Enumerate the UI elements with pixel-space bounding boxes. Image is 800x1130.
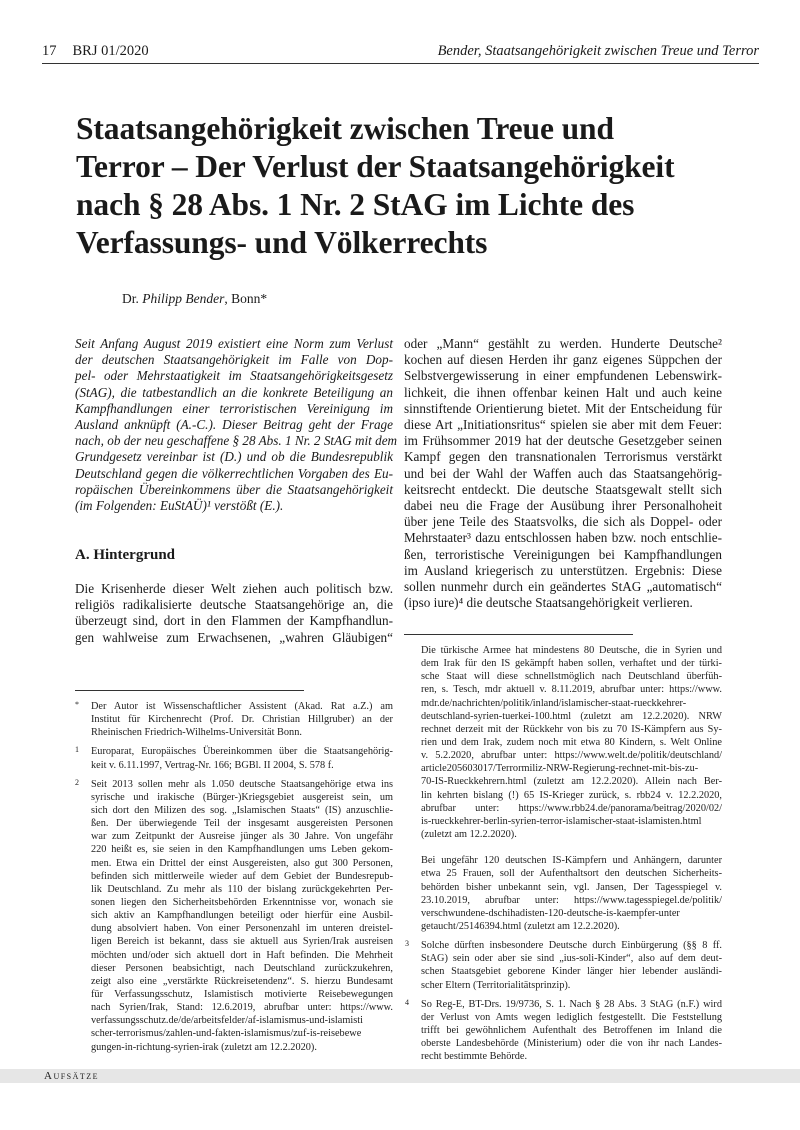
footnote-line: lik Deutschland. Zu mehr als 110 der bislang zurückgekehrten Per- bbox=[91, 883, 393, 895]
footnote-line: abrufbar unter: https://www.rbb24.de/panorama/beitrag/2020/02/ bbox=[421, 802, 722, 814]
footnote-line: syrische und irakische (Bürger-)Kriegsgebiet ausgereist sein, um bbox=[91, 791, 393, 803]
footnote-line: So Reg-E, BT-Drs. 19/9736, S. 1. Nach § 28 Abs. 3 StAG (n.F.) wird bbox=[421, 998, 722, 1010]
footnote-line: 220 heißt es, sie seien in den Kampfhandlungen ums Leben gekom- bbox=[91, 844, 393, 856]
footnote-line: 70-IS-Rueckkehrern.html (zuletzt am 12.2.2020). Allein nach Ber- bbox=[421, 776, 722, 788]
footnote-marker: * bbox=[75, 700, 79, 709]
footnote-line: oberste Landesbehörde (Ministerium) oder die von ihr nach Landes- bbox=[421, 1038, 722, 1050]
text-line: Die Krisenherde dieser Welt ziehen auch politisch bzw. bbox=[75, 581, 393, 596]
footnotes-right bbox=[405, 644, 722, 1063]
text-line: im Ausland kriegerisch zu unterstützen. Ergebnis: Diese bbox=[404, 562, 722, 578]
footnote-line: is-rueckkehrer-berlin-syrien-terror-islamischer-staat-islamisten.html bbox=[421, 815, 702, 827]
text-line: Deutschland gegen die völkerrechtlichen Vorgaben des Eu- bbox=[75, 465, 393, 481]
text-line: Grundgesetz vereinbar ist (D.) und ob die Bundesrepublik bbox=[75, 449, 393, 465]
footnote-line: trifft bei gewöhnlichem Aufenthalt des Betroffenen im Inland die bbox=[421, 1024, 722, 1036]
footnote-line: ligen Bereich ist bekannt, dass sie aktuell aus Syrien/Irak ausreisen bbox=[91, 936, 393, 948]
footnote-line: deutschland-syrien-tuerkei-100.html (zuletzt am 12.2.2020). NRW bbox=[421, 710, 722, 722]
footnote-line: zeigt also eine „verstärkte Rückreisetendenz“. S. hierzu Bundesamt bbox=[91, 975, 393, 987]
text-line: Ausland anknüpft (A.-C.). Dieser Beitrag geht der Frage bbox=[75, 417, 393, 433]
header-rule bbox=[42, 63, 759, 64]
article-title bbox=[76, 110, 766, 262]
body-text-right bbox=[404, 336, 722, 611]
footnote-line: Solche dürften insbesondere Deutsche durch Einbürgerung (§§ 8 ff. bbox=[421, 940, 722, 952]
text-line: lichkeit, die ihnen offenbar keinen Halt und auch keine bbox=[404, 384, 722, 400]
footnote-line: scher-terrorismus/zahlen-und-fakten-islamismus/zuf-is-reisebewe bbox=[91, 1028, 362, 1040]
footnote-line: nach Syrien/Irak, Stand: 12.6.2019, abrufbar unter: https://www. bbox=[91, 1002, 393, 1014]
footnote-line: 23.10.2019, abrufbar unter: https://www.tagesspiegel.de/politik/ bbox=[421, 894, 722, 906]
footnote-line: ren, s. Tesch, mdr aktuell v. 8.11.2019, abrufbar unter: https://www. bbox=[421, 684, 722, 696]
footnote-line: sich dort den Milizen des sog. „Islamischen Staats“ (IS) anzuschlie- bbox=[91, 804, 393, 816]
footnote-line: men. Etwa ein Drittel der einst Ausgereisten, also gut 300 Personen, bbox=[91, 857, 393, 869]
running-title: Bender, Staatsangehörigkeit zwischen Treue und Terror bbox=[437, 43, 759, 59]
footnote bbox=[75, 745, 393, 771]
text-line: der deutschen Staatsangehörigkeit im Falle von Dop- bbox=[75, 352, 393, 368]
header-left bbox=[42, 42, 149, 60]
text-line: keitsrecht entdeckt. Die deutsche Staatsgewalt stellt sich bbox=[404, 481, 722, 497]
footnote-line: Die türkische Armee hat mindestens 80 Deutsche, die in Syrien und bbox=[421, 645, 722, 656]
text-line: Mehrstaater³ dazu entschlossen haben bzw. noch entschlie- bbox=[404, 530, 722, 546]
footnote-line: verschwundene-dschihadisten-120-deutsche-is-kaempfer-unter bbox=[421, 907, 680, 919]
title-line: Terror – Der Verlust der Staatsangehörigkeit bbox=[76, 149, 675, 184]
footnote bbox=[405, 939, 722, 992]
section-heading: A. Hintergrund bbox=[75, 547, 176, 563]
abstract bbox=[75, 336, 398, 514]
footnote-line: v. 5.2.2020, abrufbar unter: https://www.welt.de/politik/deutschland/ bbox=[421, 750, 722, 762]
text-line: oder „Mann“ gestählt zu werden. Hunderte Deutsche² bbox=[404, 336, 722, 351]
author-line bbox=[122, 291, 267, 307]
journal-issue: BRJ 01/2020 bbox=[72, 43, 149, 59]
footnote-line: dung absolviert haben. Von einer Personenzahl im unteren dreistel- bbox=[91, 923, 393, 935]
text-line: religiös radikalisierte deutsche Staatsangehörige an, die bbox=[75, 597, 393, 613]
text-line: dabei neu die Frage der Ausübung ihrer Personalhoheit bbox=[404, 498, 722, 514]
footnote bbox=[421, 644, 722, 933]
footnote-line: recht bestimmte Behörde. bbox=[421, 1051, 528, 1063]
footnote-line: verfassungsschutz.de/de/arbeitsfelder/af-islamismus-und-islamisti bbox=[91, 1015, 363, 1027]
footnote-line: scher Eltern (Territorialitätsprinzip). bbox=[421, 979, 571, 991]
text-line: Kampf gegen den transnationalen Terrorismus verstärkt bbox=[404, 449, 722, 465]
footnote-line: etwa 25 Frauen, soll der Aufenthaltsort den deutschen Sicherheits- bbox=[421, 868, 722, 880]
text-line: sollen nunmehr durch ein geändertes StAG „automatisch“ bbox=[404, 579, 722, 595]
footnote-line: keit v. 6.11.1997, Vertrag-Nr. 166; BGBl. II 2004, S. 578 f. bbox=[91, 759, 334, 771]
text-line: Seit Anfang August 2019 existiert eine Norm zum Verlust bbox=[75, 336, 393, 351]
footnote-marker: 1 bbox=[75, 745, 79, 755]
footnote-line: dem Irak für den IS gekämpft haben sollen, verhaftet und der türki- bbox=[421, 658, 722, 670]
text-line: gen wahlweise zum Erwachsenen, „wahren Gläubigen“ bbox=[75, 629, 393, 645]
text-line: über jene Teile des Staatsvolks, die sich als Doppel- oder bbox=[404, 514, 722, 530]
footnote-line: Bei ungefähr 120 deutschen IS-Kämpfern und Anhängern, darunter bbox=[421, 855, 722, 867]
footnote-line: befinden sich mittlerweile wieder auf dem Gebiet der Bundesrepub- bbox=[91, 870, 393, 882]
footnote-line: dieser Personen beabsichtigt, nach Deutschland zurückzukehren, bbox=[91, 962, 393, 974]
footnote-line bbox=[421, 841, 722, 854]
text-line: sinnstiftende Orientierung bietet. Mit der Entscheidung für bbox=[404, 400, 722, 416]
body-text-left bbox=[75, 581, 393, 646]
footnote-line: getaucht/25146394.html (zuletzt am 12.2.2020). bbox=[421, 920, 620, 932]
footnote-marker: 3 bbox=[405, 939, 409, 949]
footnote-line: möchten und/oder sich aktuell dort in Haft befinden. Die Mehrheit bbox=[91, 949, 393, 961]
text-line: und bei der Wahl der Waffen auch das Staatsangehörig- bbox=[404, 465, 722, 481]
footnote-line: sonen liegen den Sicherheitsbehörden Erkenntnisse vor, wonach sie bbox=[91, 896, 393, 908]
running-header bbox=[42, 42, 759, 64]
text-line: diese Art „Initiationsritus“ spielen sie aber mit dem Feuer: bbox=[404, 417, 722, 433]
text-line: im Frühsommer 2019 hat der deutsche Gesetzgeber seinen bbox=[404, 433, 722, 449]
footnote-line: gungen-in-richtung-syrien-irak (zuletzt am 12.2.2020). bbox=[91, 1041, 317, 1053]
text-line: (ipso iure)⁴ die deutsche Staatsangehörigkeit verlieren. bbox=[404, 595, 693, 611]
footer-bar bbox=[0, 1069, 800, 1083]
footnote-line: Europarat, Europäisches Übereinkommen über die Staatsangehörig- bbox=[91, 746, 393, 758]
footnote-rule-left bbox=[75, 690, 304, 691]
text-line: Kampfhandlungen einer terroristischen Vereinigung im bbox=[75, 400, 393, 416]
footnote-line: für Verfassungsschutz, Islamistisch motivierte Reisebewegungen bbox=[91, 988, 393, 1000]
footnote-line: mdr.de/nachrichten/politik/inland/islamischer-staat-rueckkehrer- bbox=[421, 697, 687, 709]
title-line: Staatsangehörigkeit zwischen Treue und bbox=[76, 111, 614, 146]
author-suffix: , Bonn* bbox=[224, 291, 268, 306]
footnote-line: lin kehrten bislang (!) 65 IS-Krieger zurück, s. rbb24 v. 12.2.2020, bbox=[421, 789, 722, 801]
footnote-line: rien und dem Irak, zudem noch mit etwa 80 Kindern, s. Welt Online bbox=[421, 736, 722, 748]
text-line: ropäischen Übereinkommens über die Staatsangehörigkeit bbox=[75, 481, 393, 497]
footnote bbox=[75, 777, 393, 1054]
footnote-line: StAG) sein oder aber sie sind „ius-soli-Kinder“, also auf dem deut- bbox=[421, 953, 722, 965]
footnote-line: Institut für Kirchenrecht (Prof. Dr. Christian Hillgruber) an der bbox=[91, 714, 393, 726]
footnote-line: sche Staat will diese schnellstmöglich nach Deutschland überfüh- bbox=[421, 671, 722, 683]
footnote-line: article205603017/Terrormiliz-NRW-Regierung-rechnet-mit-bis-zu- bbox=[421, 763, 699, 775]
footnote-line: Der Autor ist Wissenschaftlicher Assistent (Akad. Rat a.Z.) am bbox=[91, 701, 393, 712]
footnote-line: (zuletzt am 12.2.2020). bbox=[421, 828, 517, 840]
footnote-line: sich aktiv an Kampfhandlungen beteiligt oder hierfür eine Ausbil- bbox=[91, 910, 393, 922]
footnote-line: Rheinischen Friedrich-Wilhelms-Universität Bonn. bbox=[91, 727, 302, 739]
footnote-marker: 2 bbox=[75, 777, 79, 787]
footnote-marker: 4 bbox=[405, 997, 409, 1007]
footnote-rule-right bbox=[404, 634, 633, 635]
author-name: Philipp Bender bbox=[142, 291, 225, 306]
text-line: nach, ob der neu geschaffene § 28 Abs. 1 Nr. 2 StAG mit dem bbox=[75, 433, 398, 449]
page-number: 17 bbox=[42, 43, 57, 59]
text-line: ßen, terroristische Vereinigungen bei Kampfhandlungen bbox=[404, 546, 722, 562]
text-line: überzeugt sind, dort in den Flammen der Kampfhandlun- bbox=[75, 613, 393, 629]
footnote-line: Seit 2013 sollen mehr als 1.050 deutsche Staatsangehörige etwa ins bbox=[91, 778, 393, 790]
text-line: kochen auf diesen Herden ihr ganz eigenes Süppchen der bbox=[404, 352, 722, 368]
text-line: Selbstvergewisserung in einer empfundenen Lebenswirk- bbox=[404, 368, 722, 384]
text-line: pel- oder Mehrstaatigkeit im Staatsangehörigkeitsgesetz bbox=[75, 368, 393, 384]
author-prefix: Dr. bbox=[122, 291, 143, 306]
footnote-line: behörden bisher unbekannt sein, vgl. Jansen, Der Tagesspiegel v. bbox=[421, 881, 722, 893]
footnote-line: schen Staatsgebiet geborene Kinder länger hier lebender ausländi- bbox=[421, 966, 722, 978]
footnote-line: war zum Zeitpunkt der Ausreise jünger als 30 Jahre. Von ungefähr bbox=[91, 831, 393, 843]
footnote-line: rechnet derzeit mit der Rückkehr von bis zu 70 IS-Kämpfern aus Sy- bbox=[421, 723, 722, 735]
text-line: (im Folgenden: EuStAÜ)¹ verstößt (E.). bbox=[75, 498, 284, 514]
footnote bbox=[75, 700, 393, 739]
title-line: Verfassungs- und Völkerrechts bbox=[76, 225, 488, 260]
section-label: Aufsätze bbox=[44, 1070, 100, 1082]
title-line: nach § 28 Abs. 1 Nr. 2 StAG im Lichte des bbox=[76, 187, 635, 222]
footnote-line: der Verlust von Amts wegen lediglich festgestellt. Die Feststellung bbox=[421, 1011, 722, 1023]
footnote-line: ßen. Der überwiegende Teil der insgesamt ausgereisten Personen bbox=[91, 818, 393, 830]
footnote bbox=[405, 997, 722, 1064]
text-line: (StAG), die tatbestandlich an die konkrete Beteiligung an bbox=[75, 384, 393, 400]
footnotes-left bbox=[75, 700, 393, 1054]
